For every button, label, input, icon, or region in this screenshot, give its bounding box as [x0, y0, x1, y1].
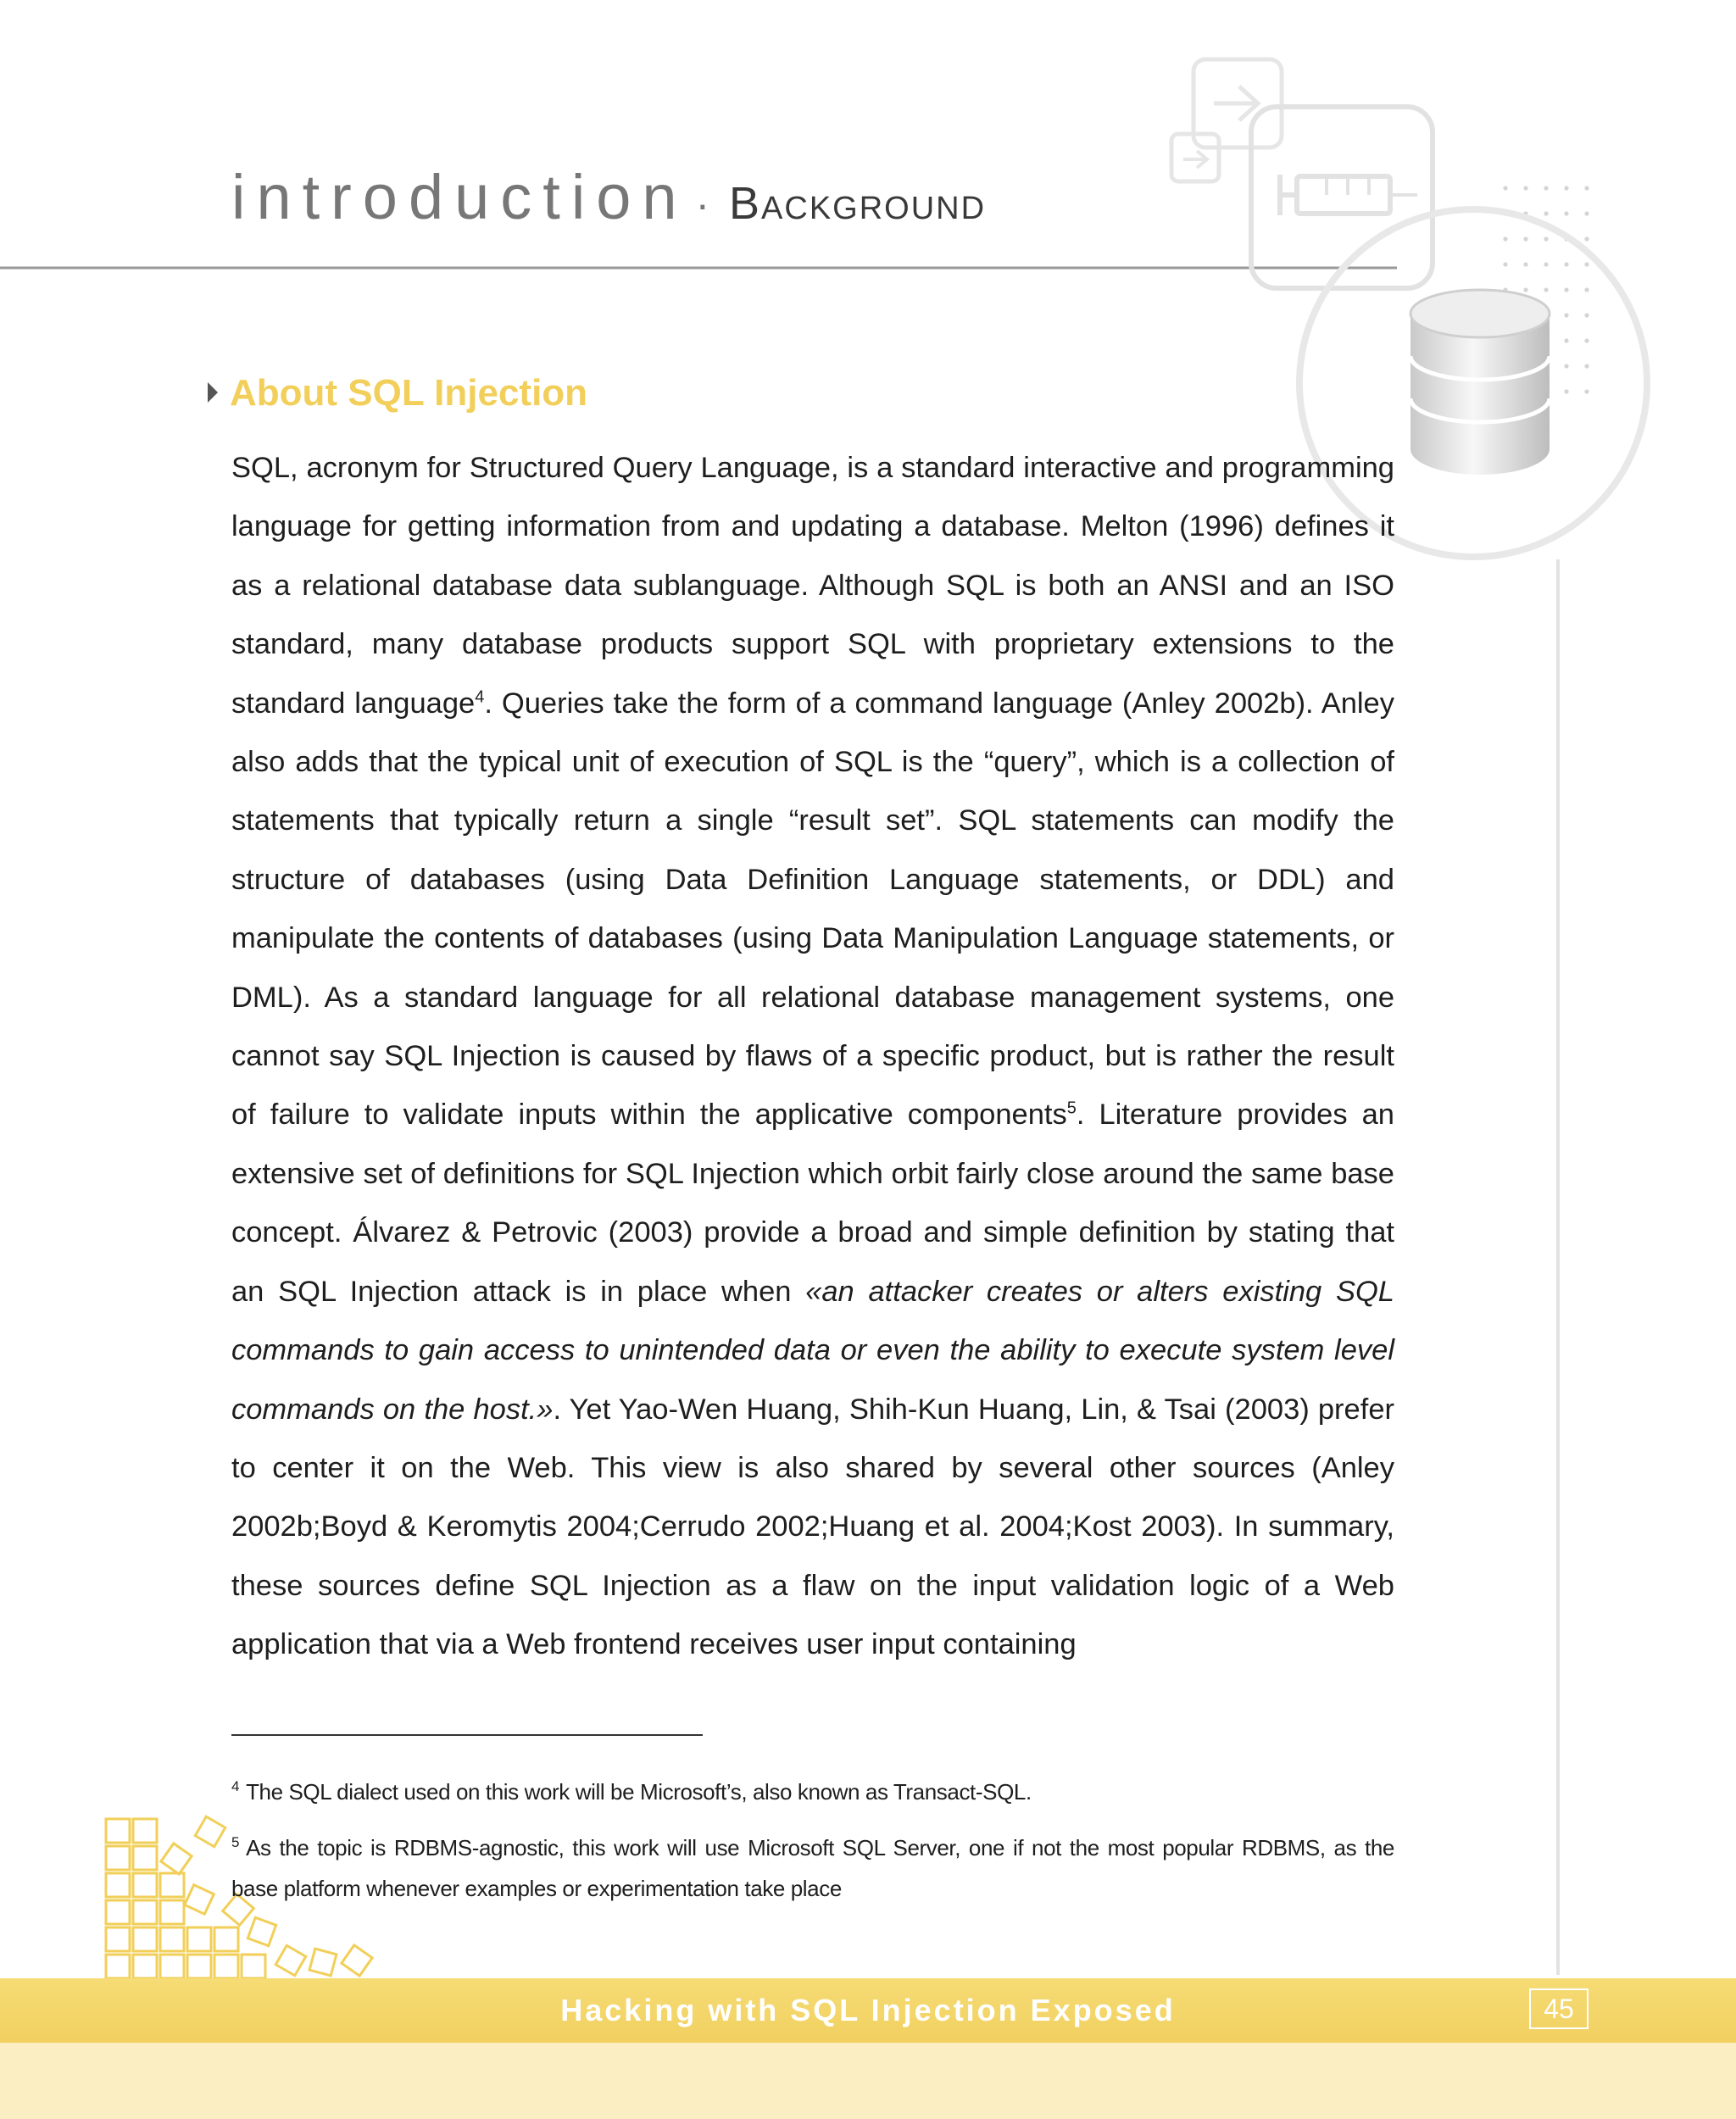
footnote-divider	[231, 1734, 703, 1736]
syringe-icon	[1251, 107, 1433, 288]
definition-quote: «an attacker creates or alters existing SQL commands to gain access to unintended data or even the ability to execute system level commands on the host.»	[231, 1275, 1394, 1426]
footer-book-title: Hacking with SQL Injection Exposed	[560, 1993, 1176, 2027]
section-heading	[208, 370, 587, 417]
body-text-part-4: . Yet Yao-Wen Huang, Shih-Kun Huang, Lin, & Tsai (2003) prefer to center it on the Web. This view is also shared by several other sources (Anley 2002b;Boyd & Keromytis 2004;Cerrudo 2002;Huang et al. 2004;Kost 2003). In summary, these sources define SQL Injection as a flaw on the input validation logic of a Web application that via a Web frontend receives user input containing	[231, 1393, 1394, 1661]
database-icon	[1410, 290, 1550, 475]
footnote-number: 4	[231, 1778, 240, 1795]
header-chapter-title: Background	[729, 178, 987, 229]
footnote-4	[231, 1771, 1394, 1812]
body-paragraph	[231, 439, 1394, 1675]
dot-grid	[1503, 186, 1589, 393]
arrow-box-icon	[1171, 59, 1282, 181]
body-text-part-2: . Queries take the form of a command language (Anley 2002b). Anley also adds that the typical unit of execution of SQL is the “query”, which is a collection of statements that typically return a single “result set”. SQL statements can modify the structure of databases (using Data Definition Language statements, or DDL) and manipulate the contents of databases (using Data Manipulation Language statements, or DML). As a standard language for all relational database management systems, one cannot say SQL Injection is caused by flaws of a specific product, but is rather the result of failure to validate inputs within the applicative components	[231, 687, 1394, 1132]
body-text-part-3: . Literature provides an extensive set of definitions for SQL Injection which orbit fairly close around the same base concept. Álvarez & Petrovic (2003) provide a broad and simple definition by stating that an SQL Injection attack is in place when	[231, 1098, 1394, 1308]
section-heading-text: About SQL Injection	[230, 372, 588, 414]
header-separator: ·	[695, 181, 710, 228]
footnote-number: 5	[231, 1834, 240, 1851]
body-text-part-1: SQL, acronym for Structured Query Language, is a standard interactive and programming language for getting information from and updating a database. Melton (1996) defines it as a relational database data sublanguage. Although SQL is both an ANSI and an ISO standard, many database products support SQL with proprietary extensions to the standard language	[231, 452, 1394, 720]
footnote-text: The SQL dialect used on this work will be Microsoft’s, also known as Transact-SQL.	[246, 1779, 1032, 1805]
footnote-text: As the topic is RDBMS-agnostic, this work will use Microsoft SQL Server, one if not the most popular RDBMS, as the base platform whenever examples or experimentation take place	[231, 1835, 1394, 1901]
footnote-ref-5: 5	[1066, 1098, 1077, 1118]
footnote-5	[231, 1827, 1394, 1909]
triangle-bullet-icon	[208, 382, 218, 403]
header-section-label: introduction	[231, 162, 688, 232]
footnote-ref-4: 4	[475, 687, 485, 707]
page-header-title	[231, 162, 987, 232]
footer-bottom-strip	[0, 2043, 1736, 2119]
page-number: 45	[1529, 1988, 1589, 2029]
